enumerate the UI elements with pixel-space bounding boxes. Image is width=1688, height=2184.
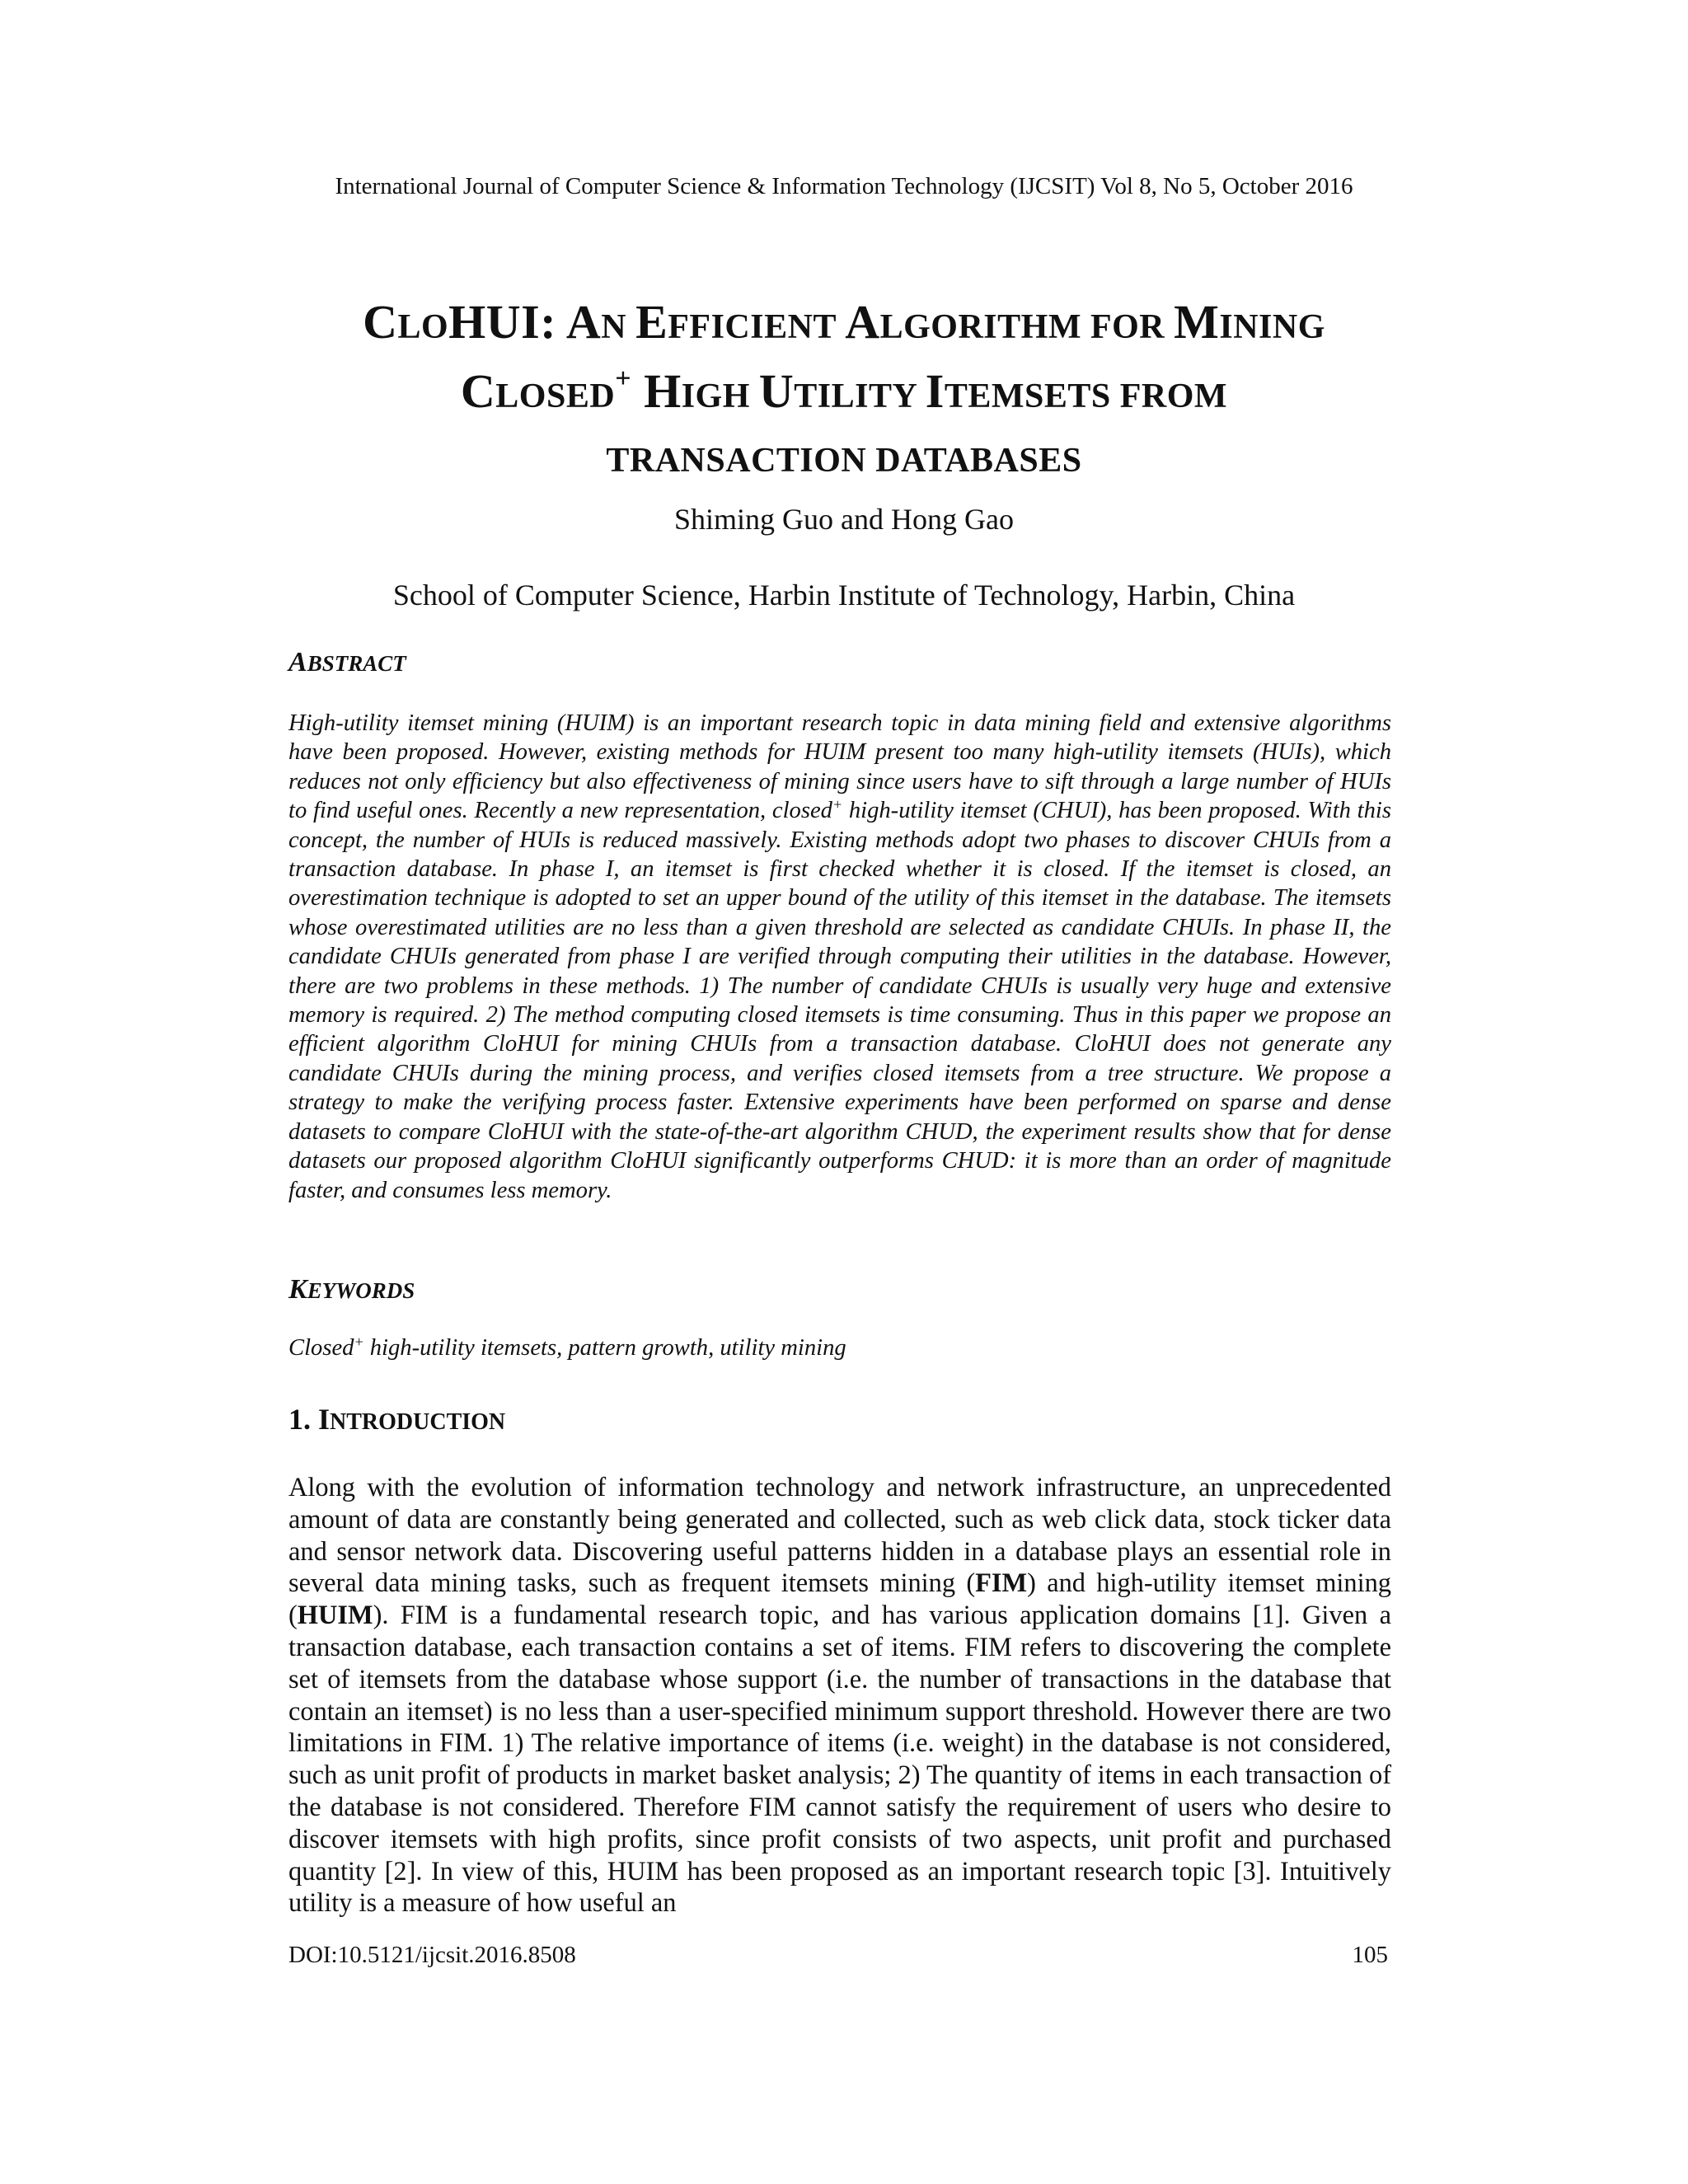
huim-abbrev: HUIM (297, 1601, 373, 1631)
fim-abbrev: FIM (975, 1568, 1028, 1599)
keywords-heading: KEYWORDS (288, 1274, 415, 1305)
authors: Shiming Guo and Hong Gao (674, 503, 1014, 536)
footer-doi: DOI:10.5121/ijcsit.2016.8508 (288, 1942, 576, 1968)
page-number: 105 (1352, 1942, 1388, 1968)
paper-title (198, 290, 1490, 493)
running-header: International Journal of Computer Science & Information Technology (IJCSIT) Vol 8, No 5, October 2016 (335, 173, 1353, 199)
title-line-3: TRANSACTION DATABASES (606, 442, 1082, 480)
title-line-2: CLOSED+ HIGH UTILITY ITEMSETS FROM (460, 363, 1228, 418)
affiliation: School of Computer Science, Harbin Institute of Technology, Harbin, China (392, 579, 1296, 612)
introduction-heading: 1. INTRODUCTION (288, 1403, 506, 1436)
introduction-paragraph: Along with the evolution of information technology and network infrastructure, an unprecedented amount of data are constantly being generated and collected, such as web click data, stock ticker data and sensor network data. Discovering useful patterns hidden in a database plays an essential role in several data mining tasks, such as frequent itemsets mining (FIM) and high-utility itemset mining (HUIM). FIM is a fundamental research topic, and has various application domains [1]. Given a transaction database, each transaction contains a set of items. FIM refers to discovering the complete set of itemsets from the database whose support (i.e. the number of transactions in the database that contain an itemset) is no less than a user-specified minimum support threshold. However there are two limitations in FIM. 1) The relative importance of items (i.e. weight) in the database is not considered, such as unit profit of products in market basket analysis; 2) The quantity of items in each transaction of the database is not considered. Therefore FIM cannot satisfy the requirement of users who desire to discover itemsets with high profits, since profit consists of two aspects, unit profit and purchased quantity [2]. In view of this, HUIM has been proposed as an important research topic [3]. Intuitively utility is a measure of how useful an (288, 1473, 1392, 1919)
keywords-text: Closed+ high-utility itemsets, pattern growth, utility mining (288, 1333, 846, 1361)
title-line-1: CLOHUI: AN EFFICIENT ALGORITHM FOR MINING (363, 295, 1325, 349)
abstract-text: High-utility itemset mining (HUIM) is an important research topic in data mining field and extensive algorithms have been proposed. However, existing methods for HUIM present too many high-utility itemsets (HUIs), which reduces not only efficiency but also effectiveness of mining since users have to sift through a large number of HUIs to find useful ones. Recently a new representation, closed+ high-utility itemset (CHUI), has been proposed. With this concept, the number of HUIs is reduced massively. Existing methods adopt two phases to discover CHUIs from a transaction database. In phase I, an itemset is first checked whether it is closed. If the itemset is closed, an overestimation technique is adopted to set an upper bound of the utility of this itemset in the database. The itemsets whose overestimated utilities are no less than a given threshold are selected as candidate CHUIs. In phase II, the candidate CHUIs generated from phase I are verified through computing their utilities in the database. However, there are two problems in these methods. 1) The number of candidate CHUIs is usually very huge and extensive memory is required. 2) The method computing closed itemsets is time consuming. Thus in this paper we propose an efficient algorithm CloHUI for mining CHUIs from a transaction database. CloHUI does not generate any candidate CHUIs during the mining process, and verifies closed itemsets from a tree structure. We propose a strategy to make the verifying process faster. Extensive experiments have been performed on sparse and dense datasets to compare CloHUI with the state-of-the-art algorithm CHUD, the experiment results show that for dense datasets our proposed algorithm CloHUI significantly outperforms CHUD: it is more than an order of magnitude faster, and consumes less memory. (288, 710, 1391, 1203)
abstract-heading: ABSTRACT (288, 647, 406, 677)
